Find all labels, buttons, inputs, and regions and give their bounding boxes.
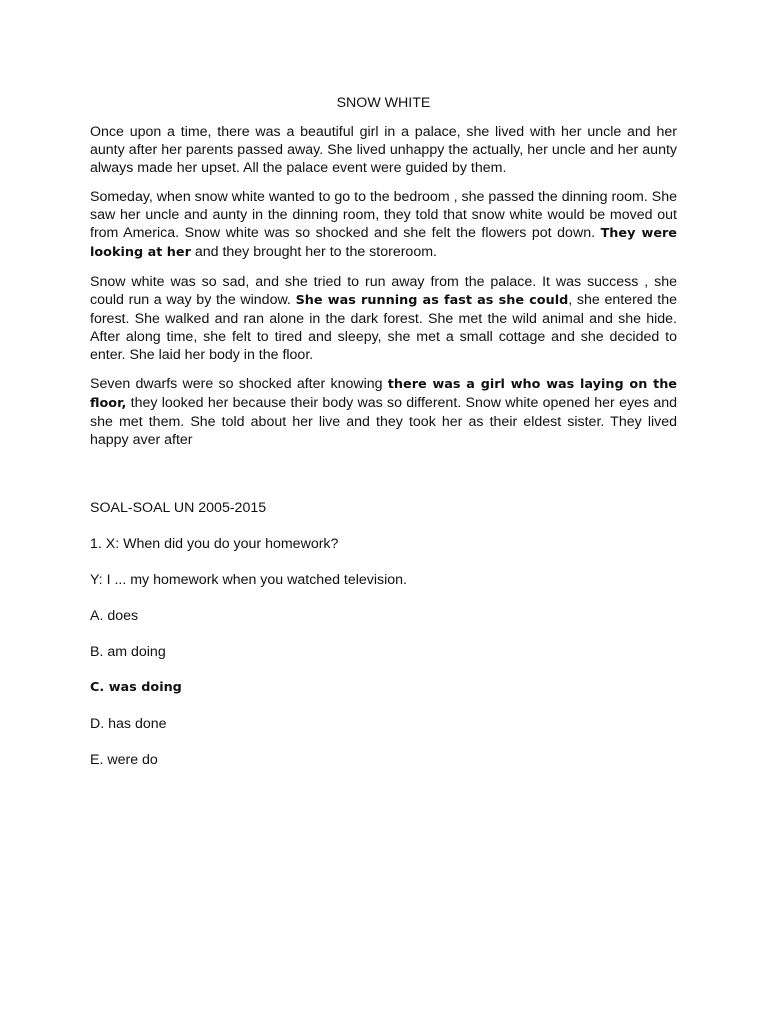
story-body: [90, 123, 677, 449]
story-paragraph: [90, 188, 677, 262]
story-paragraph: [90, 273, 677, 364]
paragraph-text: they looked her because their body was so different. Snow white opened her eyes and she met them. She told about her live and they took her as their eldest sister. They lived happy aver after: [90, 395, 677, 448]
paragraph-text: and they brought her to the storeroom.: [190, 244, 437, 260]
quiz-answer-prompt: Y: I ... my homework when you watched television.: [90, 572, 408, 588]
paragraph-text: , she entered the forest. She walked and ran alone in the dark forest. She met the wild animal and she hide. After along time, she felt to tired and sleepy, she met a small cottage and she decided to enter. She laid her body in the floor.: [90, 292, 677, 363]
document-title: SNOW WHITE: [336, 95, 431, 111]
quiz-option: A. does: [90, 608, 139, 624]
paragraph-text: Seven dwarfs were so shocked after knowing: [90, 376, 388, 392]
quiz-option: E. were do: [90, 752, 158, 768]
paragraph-text: Someday, when snow white wanted to go to the bedroom , she passed the dinning room. She saw her uncle and aunty in the dinning room, they told that snow white would be moved out from America. Snow white was so shocked and she felt the flowers pot down.: [90, 189, 677, 241]
quiz-option: B. am doing: [90, 644, 166, 660]
quiz-option: D. has done: [90, 716, 167, 732]
quiz-options: [90, 607, 677, 769]
paragraph-text: Once upon a time, there was a beautiful girl in a palace, she lived with her uncle and her aunty after her parents passed away. She lived unhappy the actually, her uncle and her aunty always made her upset. All the palace event were guided by them.: [90, 124, 677, 176]
quiz-question: 1. X: When did you do your homework?: [90, 536, 339, 552]
story-paragraph: [90, 375, 677, 449]
quiz-option: C. was doing: [90, 680, 182, 695]
emphasized-text: there was a girl who was laying on the floor,: [90, 377, 677, 411]
document-page: [90, 94, 677, 787]
emphasized-text: They were looking at her: [90, 226, 677, 260]
paragraph-text: Snow white was so sad, and she tried to run away from the palace. It was success , she could run a way by the window.: [90, 274, 677, 308]
story-paragraph: [90, 123, 677, 177]
quiz-heading: SOAL-SOAL UN 2005-2015: [90, 500, 267, 516]
emphasized-text: She was running as fast as she could: [295, 293, 569, 308]
section-spacer: [90, 460, 677, 499]
